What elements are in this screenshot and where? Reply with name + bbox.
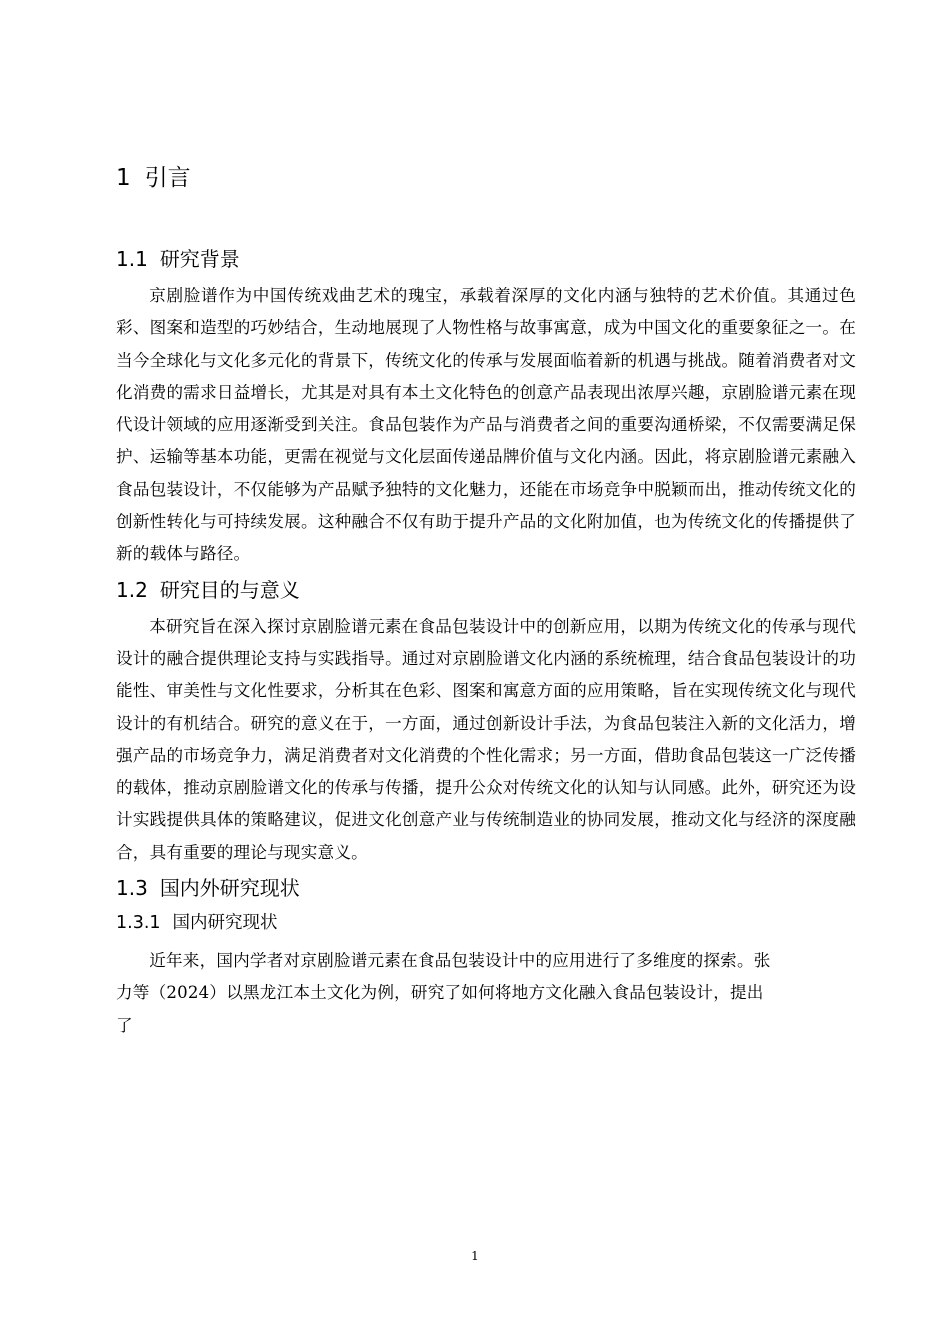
paragraph-line: 近年来，国内学者对京剧脸谱元素在食品包装设计中的应用进行了多维度的探索。张 bbox=[149, 951, 771, 971]
heading-number: 1.1 bbox=[116, 247, 148, 271]
heading-title: 研究背景 bbox=[159, 247, 240, 271]
heading-number: 1.3.1 bbox=[116, 913, 161, 934]
heading-section-1-3-1 bbox=[116, 909, 856, 937]
paragraph-research-background: 京剧脸谱作为中国传统戏曲艺术的瑰宝，承载着深厚的文化内涵与独特的艺术价值。其通过色彩、图案和造型的巧妙结合，生动地展现了人物性格与故事寓意，成为中国文化的重要象征之一。在当今全球化与文化多元化的背景下，传统文化的传承与发展面临着新的机遇与挑战。随着消费者对文化消费的需求日益增长，尤其是对具有本土文化特色的创意产品表现出浓厚兴趣，京剧脸谱元素在现代设计领域的应用逐渐受到关注。食品包装作为产品与消费者之间的重要沟通桥梁，不仅需要满足保护、运输等基本功能，更需在视觉与文化层面传递品牌价值与文化内涵。因此，将京剧脸谱元素融入食品包装设计，不仅能够为产品赋予独特的文化魅力，还能在市场竞争中脱颖而出，推动传统文化的创新性转化与可持续发展。这种融合不仅有助于提升产品的文化附加值，也为传统文化的传播提供了新的载体与路径。 bbox=[116, 286, 856, 564]
heading-section-1-2 bbox=[116, 575, 856, 605]
heading-title: 国内研究现状 bbox=[172, 913, 278, 934]
page-content bbox=[116, 160, 856, 1046]
paragraph-research-purpose: 本研究旨在深入探讨京剧脸谱元素在食品包装设计中的创新应用，以期为传统文化的传承与现代设计的融合提供理论支持与实践指导。通过对京剧脸谱文化内涵的系统梳理，结合食品包装设计的功能性、审美性与文化性要求，分析其在色彩、图案和寓意方面的应用策略，旨在实现传统文化与现代设计的有机结合。研究的意义在于，一方面，通过创新设计手法，为食品包装注入新的文化活力，增强产品的市场竞争力，满足消费者对文化消费的个性化需求；另一方面，借助食品包装这一广泛传播的载体，推动京剧脸谱文化的传承与传播，提升公众对传统文化的认知与认同感。此外，研究还为设计实践提供具体的策略建议，促进文化创意产业与传统制造业的协同发展，推动文化与经济的深度融合，具有重要的理论与现实意义。 bbox=[116, 616, 856, 862]
paragraph-line: 了 bbox=[116, 1015, 133, 1035]
heading-title: 引言 bbox=[144, 165, 191, 191]
heading-section-1-1 bbox=[116, 244, 856, 274]
paragraph-domestic-research bbox=[116, 945, 856, 1042]
heading-title: 国内外研究现状 bbox=[159, 876, 300, 901]
heading-section-1 bbox=[116, 160, 856, 196]
heading-section-1-3 bbox=[116, 873, 856, 903]
page-number: 1 bbox=[471, 1249, 479, 1263]
heading-number: 1.3 bbox=[116, 876, 148, 901]
paragraph-line: 力等（2024）以黑龙江本土文化为例，研究了如何将地方文化融入食品包装设计，提出 bbox=[116, 983, 764, 1003]
heading-number: 1.2 bbox=[116, 577, 148, 602]
heading-title: 研究目的与意义 bbox=[159, 577, 300, 602]
heading-number: 1 bbox=[116, 165, 131, 191]
